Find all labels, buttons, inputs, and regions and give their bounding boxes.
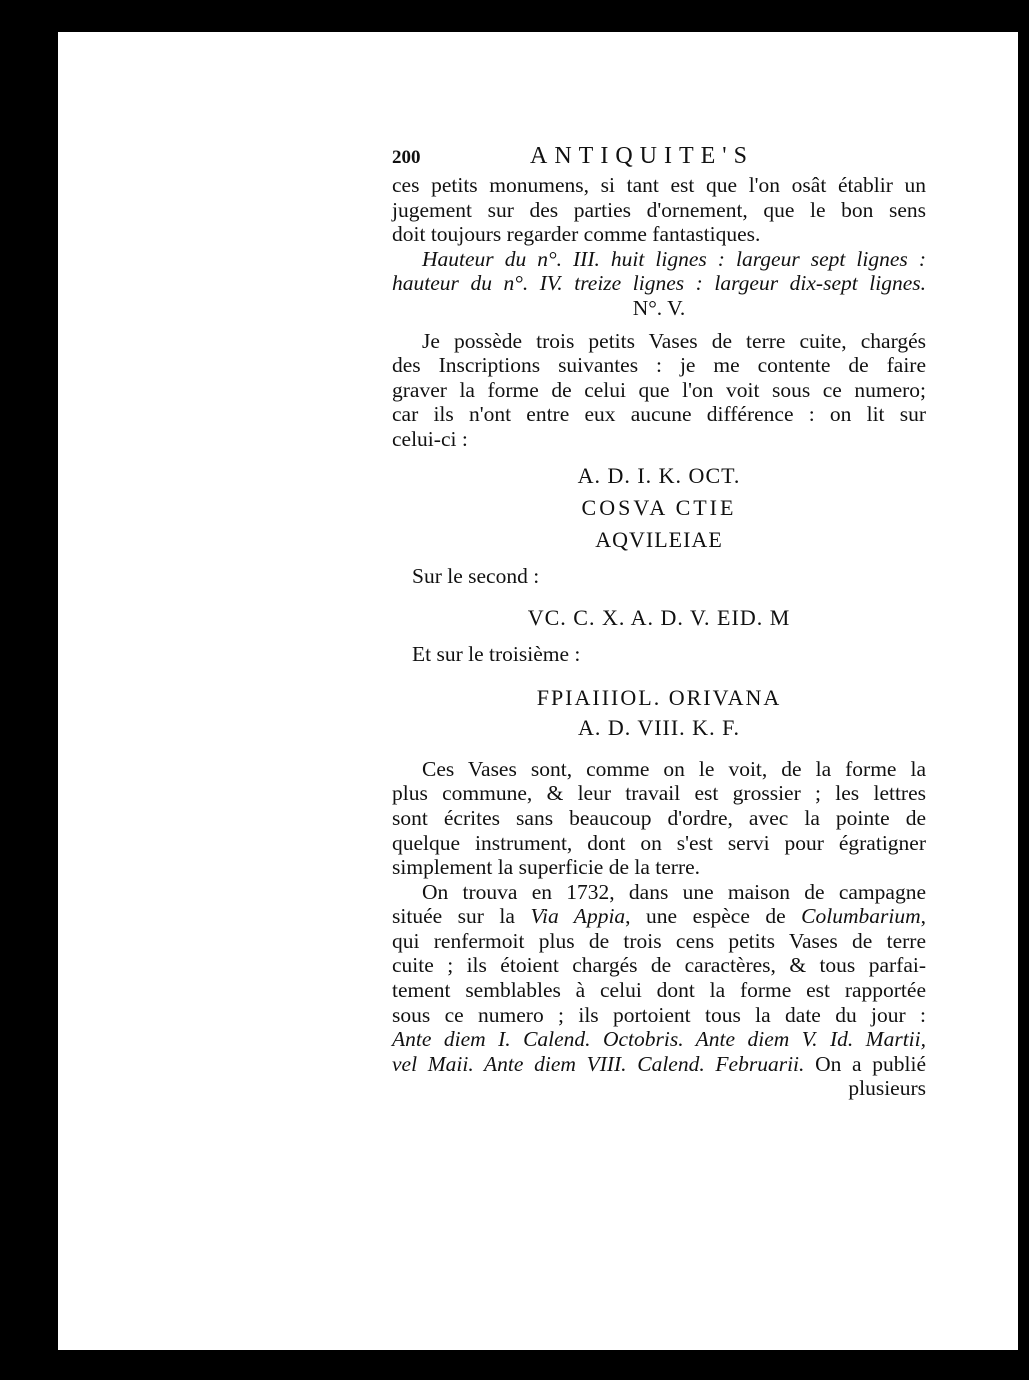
text-line: sont écrites sans beaucoup d'ordre, avec la pointe de (392, 805, 926, 830)
text-line: simplement la superficie de la terre. (392, 855, 701, 880)
page-number: 200 (392, 147, 421, 168)
text-line: des Inscriptions suivantes : je me contente de faire (392, 353, 926, 378)
text-line (392, 904, 926, 929)
text-span: , une espèce de (625, 904, 802, 929)
text-line: celui-ci : (392, 426, 468, 451)
text-line: Ces Vases sont, comme on le voit, de la forme la (422, 756, 926, 781)
text-line: Je possède trois petits Vases de terre cuite, chargés (422, 328, 926, 353)
inscription-line: A. D. I. K. OCT. (577, 462, 741, 488)
text-line: quelque instrument, dont on s'est servi pour égratigner (392, 830, 926, 855)
section-heading: N°. V. (632, 295, 686, 320)
inscription-line: FPIAIIIOL. ORIVANA (536, 684, 782, 710)
text-line: jugement sur des parties d'ornement, que le bon sens (392, 197, 926, 222)
inscription-line: A. D. VIII. K. F. (577, 714, 741, 740)
text-line: car ils n'ont entre eux aucune différence : on lit sur (392, 402, 926, 427)
text-line: qui renfermoit plus de trois cens petits Vases de terre (392, 928, 926, 953)
text-line: tement semblables à celui dont la forme est rapportée (392, 978, 926, 1003)
inscription-line: AQVILEIAE (595, 526, 723, 552)
text-line (392, 1052, 926, 1077)
running-header (392, 143, 926, 173)
catchword: plusieurs (848, 1076, 926, 1101)
text-span: , (920, 904, 926, 929)
text-line: plus commune, & leur travail est grossier ; les lettres (392, 781, 926, 806)
text-line: Hauteur du n°. III. huit lignes : largeur sept lignes : (422, 246, 926, 271)
text-line: cuite ; ils étoient chargés de caractères, & tous parfai- (392, 953, 926, 978)
text-line: graver la forme de celui que l'on voit sous ce numero; (392, 377, 926, 402)
text-span: On a publié (804, 1051, 926, 1076)
text-line: hauteur du n°. IV. treize lignes : largeur dix-sept lignes. (392, 271, 926, 296)
inscription-line: COSVA CTIE (581, 494, 737, 520)
text-line: Ante diem I. Calend. Octobris. Ante diem V. Id. Martii, (392, 1027, 926, 1052)
italic-span: vel Maii. Ante diem VIII. Calend. Februarii. (392, 1051, 805, 1076)
inscription-line: VC. C. X. A. D. V. EID. M (527, 605, 791, 631)
text-line: doit toujours regarder comme fantastiques. (392, 222, 761, 247)
text-line: Et sur le troisième : (412, 642, 581, 667)
text-span: située sur la (392, 904, 531, 929)
text-line: sous ce numero ; ils portoient tous la date du jour : (392, 1002, 926, 1027)
italic-span: Via Appia (530, 904, 626, 929)
running-title: ANTIQUITE'S (530, 143, 754, 169)
text-line: On trouva en 1732, dans une maison de campagne (422, 879, 926, 904)
text-line: ces petits monumens, si tant est que l'on osât établir un (392, 173, 926, 197)
italic-span: Columbarium (801, 904, 921, 929)
text-line: Sur le second : (412, 563, 540, 588)
text-block (392, 143, 926, 1101)
